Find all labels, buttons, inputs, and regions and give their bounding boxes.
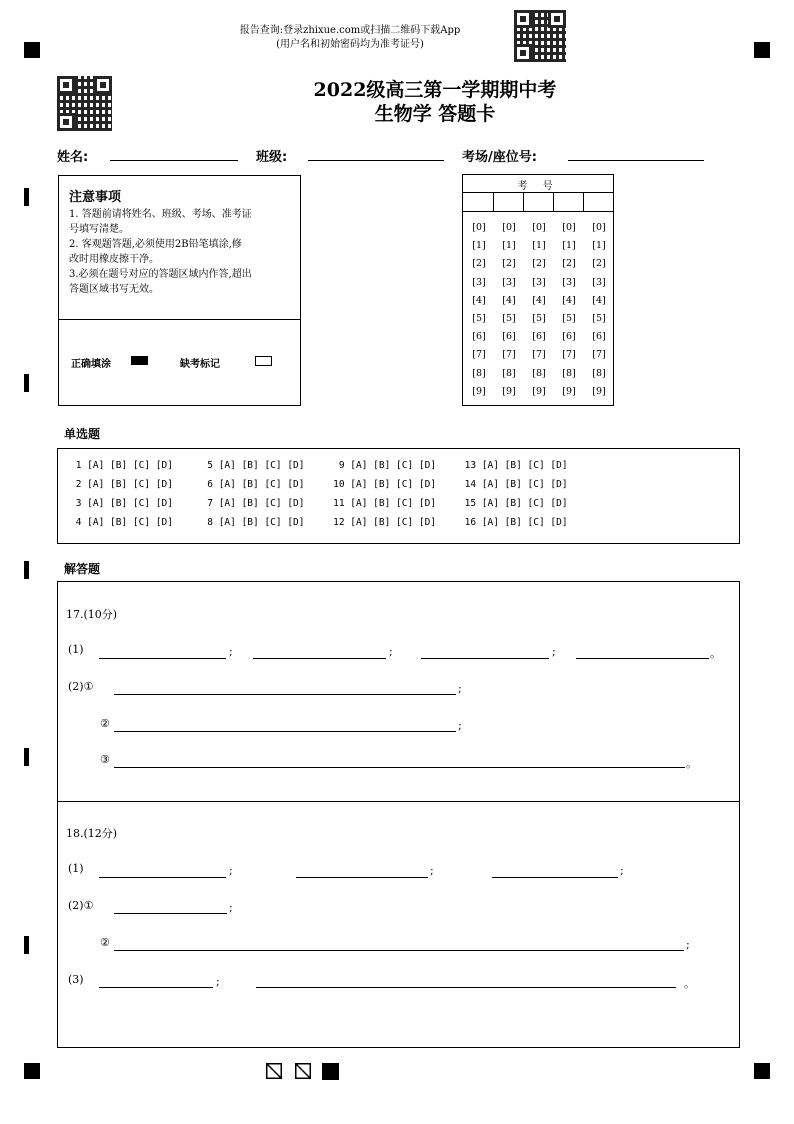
separator: ;: [229, 645, 233, 658]
seat-field[interactable]: [568, 160, 704, 161]
mc-answer-box: [57, 448, 740, 544]
timing-bar: [24, 936, 29, 954]
exam-id-column: [586, 219, 612, 401]
q17-title: 17.(10分): [66, 608, 118, 621]
exam-id-digit-bubble[interactable]: [7]: [532, 349, 546, 361]
absent-mark-label: 缺考标记: [180, 359, 220, 370]
exam-id-digit-bubble[interactable]: [9]: [472, 385, 486, 397]
exam-id-grid: [462, 174, 614, 406]
separator: ;: [458, 719, 462, 732]
class-label: 班级:: [256, 150, 288, 165]
separator: ;: [430, 864, 434, 877]
exam-id-digit-bubble[interactable]: [3]: [592, 276, 606, 288]
exam-id-digit-bubble[interactable]: [2]: [562, 258, 576, 270]
exam-id-digit-bubble[interactable]: [2]: [472, 258, 486, 270]
exam-id-digit-bubble[interactable]: [5]: [592, 313, 606, 325]
q17-2-blank-3[interactable]: [114, 767, 685, 768]
mc-row[interactable]: 4 [A] [B] [C] [D] 8 [A] [B] [C] [D] 12 [A] [B] [C] [D] 16 [A] [B] [C] [D]: [70, 517, 568, 528]
q18-answer-box: [57, 801, 740, 1048]
exam-id-title: 考 号: [517, 181, 559, 192]
notice-line: 改时用橡皮擦干净。: [69, 254, 159, 265]
report-notice: [200, 24, 500, 52]
q18-part3-label: (3): [68, 973, 84, 986]
exam-id-digit-bubble[interactable]: [0]: [562, 222, 576, 233]
name-label: 姓名:: [57, 150, 89, 165]
exam-id-digit-bubble[interactable]: [1]: [592, 240, 606, 252]
exam-id-digit-bubble[interactable]: [3]: [472, 276, 486, 288]
notice-box: [58, 175, 301, 406]
exam-id-digit-bubble[interactable]: [8]: [502, 367, 516, 379]
exam-id-digit-bubble[interactable]: [5]: [532, 313, 546, 325]
timing-bar: [24, 561, 29, 579]
q17-part1-label: (1): [68, 643, 84, 656]
notice-title: 注意事项: [69, 190, 122, 205]
timing-bar: [24, 188, 29, 206]
exam-id-digit-bubble[interactable]: [3]: [532, 276, 546, 288]
separator: ;: [552, 645, 556, 658]
exam-id-digit-bubble[interactable]: [7]: [562, 349, 576, 361]
exam-id-digit-bubble[interactable]: [0]: [592, 222, 606, 233]
separator: ;: [686, 938, 690, 951]
q18-2-blank-1[interactable]: [114, 913, 227, 914]
separator: ;: [389, 645, 393, 658]
exam-id-digit-bubble[interactable]: [8]: [562, 367, 576, 379]
mc-section-label: 单选题: [64, 427, 101, 441]
page-mark-filled-box-icon: [322, 1063, 339, 1080]
exam-id-column: [556, 219, 582, 401]
exam-id-column: [496, 219, 522, 401]
q18-3-blank-2[interactable]: [256, 987, 676, 988]
exam-qr-code-icon: [57, 76, 112, 131]
class-field[interactable]: [308, 160, 444, 161]
exam-id-digit-bubble[interactable]: [4]: [502, 294, 516, 306]
separator: 。: [684, 977, 695, 990]
mc-row[interactable]: 1 [A] [B] [C] [D] 5 [A] [B] [C] [D] 9 [A] [B] [C] [D] 13 [A] [B] [C] [D]: [70, 460, 568, 471]
exam-id-entry-cells[interactable]: [463, 192, 613, 211]
q17-1-blank-3[interactable]: [421, 658, 549, 659]
exam-id-digit-bubble[interactable]: [6]: [592, 331, 606, 343]
exam-id-digit-bubble[interactable]: [7]: [472, 349, 486, 361]
q17-answer-box: [57, 581, 740, 802]
exam-id-digit-bubble[interactable]: [0]: [532, 222, 546, 233]
exam-id-column: [526, 219, 552, 401]
q17-part2-2-label: ②: [100, 717, 110, 730]
notice-text: [69, 207, 297, 297]
notice-line: 1. 答题前请将姓名、班级、考场、准考证: [69, 209, 252, 220]
exam-id-digit-bubble[interactable]: [2]: [592, 258, 606, 270]
app-qr-code-icon[interactable]: [514, 10, 566, 62]
notice-divider: [59, 319, 300, 320]
page-title: [235, 78, 635, 126]
correct-fill-label: 正确填涂: [71, 359, 111, 370]
exam-id-digit-bubble[interactable]: [4]: [592, 294, 606, 306]
timing-bar: [24, 374, 29, 392]
exam-id-digit-bubble[interactable]: [4]: [562, 294, 576, 306]
exam-id-digit-bubble[interactable]: [1]: [532, 240, 546, 252]
q18-3-blank-1[interactable]: [99, 987, 213, 988]
corner-mark-bottom-right: [754, 1063, 770, 1079]
absent-mark-checkbox[interactable]: [255, 356, 272, 366]
q17-part2-3-label: ③: [100, 753, 110, 766]
q17-1-blank-4[interactable]: [576, 658, 709, 659]
q17-1-blank-1[interactable]: [99, 658, 226, 659]
q18-part2-label: (2)①: [68, 899, 94, 912]
exam-id-digit-bubble[interactable]: [6]: [472, 331, 486, 343]
corner-mark-top-right: [754, 42, 770, 58]
q18-part1-label: (1): [68, 862, 84, 875]
q18-title: 18.(12分): [66, 827, 118, 840]
exam-id-digit-bubble[interactable]: [8]: [532, 367, 546, 379]
exam-id-digit-bubble[interactable]: [7]: [592, 349, 606, 361]
exam-id-digit-bubble[interactable]: [9]: [562, 385, 576, 397]
q17-2-blank-2[interactable]: [114, 731, 456, 732]
title-line2: 生物学 答题卡: [374, 103, 496, 125]
timing-bar: [24, 748, 29, 766]
q18-1-blank-3[interactable]: [492, 877, 618, 878]
exam-id-digit-bubble[interactable]: [5]: [472, 313, 486, 325]
exam-id-digit-bubble[interactable]: [2]: [532, 258, 546, 270]
exam-id-digit-bubble[interactable]: [3]: [502, 276, 516, 288]
notice-line: 2. 客观题答题,必须使用2B铅笔填涂,修: [69, 239, 242, 250]
exam-id-digit-bubble[interactable]: [6]: [502, 331, 516, 343]
exam-id-digit-bubble[interactable]: [5]: [562, 313, 576, 325]
exam-id-digit-bubble[interactable]: [3]: [562, 276, 576, 288]
exam-id-column: [466, 219, 492, 401]
exam-id-digit-bubble[interactable]: [8]: [472, 367, 486, 379]
exam-id-digit-bubble[interactable]: [9]: [592, 385, 606, 397]
answer-section-label: 解答题: [64, 562, 101, 576]
separator: 。: [710, 647, 721, 660]
mc-row[interactable]: 3 [A] [B] [C] [D] 7 [A] [B] [C] [D] 11 [A] [B] [C] [D] 15 [A] [B] [C] [D]: [70, 498, 568, 509]
q18-1-blank-2[interactable]: [296, 877, 428, 878]
exam-id-digit-bubble[interactable]: [6]: [532, 331, 546, 343]
seat-label: 考场/座位号:: [462, 150, 537, 165]
separator: 。: [686, 757, 697, 770]
q18-1-blank-1[interactable]: [99, 877, 226, 878]
page-mark-slashed-box-icon: [295, 1063, 311, 1079]
exam-id-digit-bubble[interactable]: [5]: [502, 313, 516, 325]
exam-id-digit-bubble[interactable]: [4]: [532, 294, 546, 306]
mc-row[interactable]: 2 [A] [B] [C] [D] 6 [A] [B] [C] [D] 10 [A] [B] [C] [D] 14 [A] [B] [C] [D]: [70, 479, 568, 490]
q18-2-blank-2[interactable]: [114, 950, 684, 951]
page-mark-slashed-box-icon: [266, 1063, 282, 1079]
exam-id-digit-bubble[interactable]: [7]: [502, 349, 516, 361]
exam-id-digit-bubble[interactable]: [0]: [472, 222, 486, 233]
exam-id-digit-bubble[interactable]: [4]: [472, 294, 486, 306]
exam-id-digit-bubble[interactable]: [8]: [592, 367, 606, 379]
report-notice-line2: (用户名和初始密码均为准考证号): [276, 39, 424, 50]
q17-1-blank-2[interactable]: [253, 658, 386, 659]
separator: ;: [229, 901, 233, 914]
notice-line: 3.必须在题号对应的答题区域内作答,超出: [69, 269, 252, 280]
exam-id-digit-bubble[interactable]: [1]: [562, 240, 576, 252]
q17-2-blank-1[interactable]: [114, 694, 456, 695]
report-notice-line1: 报告查询:登录zhixue.com或扫描二维码下载App: [239, 25, 461, 36]
exam-id-digit-bubble[interactable]: [1]: [502, 240, 516, 252]
notice-line: 号填写清楚。: [69, 224, 129, 235]
separator: ;: [229, 864, 233, 877]
title-line1: 2022级高三第一学期期中考: [313, 79, 557, 101]
corner-mark-bottom-left: [24, 1063, 40, 1079]
separator: ;: [458, 682, 462, 695]
exam-id-digit-bubble[interactable]: [0]: [502, 222, 516, 233]
exam-id-digit-bubble[interactable]: [6]: [562, 331, 576, 343]
q17-part2-label: (2)①: [68, 680, 94, 693]
corner-mark-top-left: [24, 42, 40, 58]
exam-id-digit-bubble[interactable]: [1]: [472, 240, 486, 252]
exam-id-digit-bubble[interactable]: [2]: [502, 258, 516, 270]
name-field[interactable]: [110, 160, 238, 161]
exam-id-digit-bubble[interactable]: [9]: [532, 385, 546, 397]
correct-fill-sample-icon: [131, 356, 148, 365]
exam-id-digit-bubble[interactable]: [9]: [502, 385, 516, 397]
separator: ;: [620, 864, 624, 877]
separator: ;: [216, 975, 220, 988]
notice-line: 答题区域书写无效。: [69, 284, 159, 295]
q18-part2-2-label: ②: [100, 936, 110, 949]
